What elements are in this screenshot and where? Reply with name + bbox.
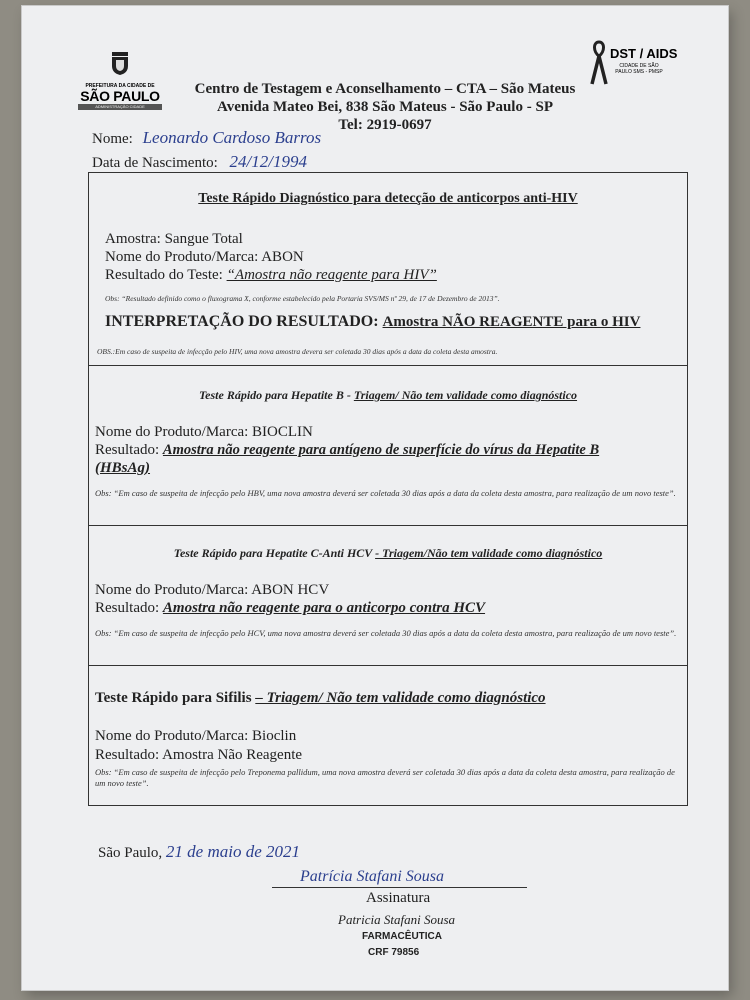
- hepb-obs: Obs: “Em caso de suspeita de infecção pelo HBV, uma nova amostra deverá ser coletada 30 dias após a data da coleta desta amostra, para realização de um novo teste”.: [95, 488, 676, 498]
- hepb-result: [95, 442, 599, 459]
- sifilis-title-b: – Triagem/ Não tem validade como diagnóstico: [255, 690, 546, 706]
- hiv-section: [89, 173, 687, 365]
- hiv-result-label: Resultado do Teste:: [105, 267, 227, 283]
- hepc-product: Nome do Produto/Marca: ABON HCV: [95, 582, 330, 598]
- dst-aids-title: DST / AIDS: [610, 46, 678, 61]
- center-header: [190, 80, 580, 134]
- hepb-title-a: Teste Rápido para Hepatite B -: [198, 388, 354, 402]
- sifilis-obs: Obs: “Em caso de suspeita de infecção pelo Treponema pallidum, uma nova amostra deverá ser coletada 30 dias após a data da coleta desta amostra, para realização de um novo teste”.: [95, 767, 675, 788]
- hepb-result-value-2: (HBsAg): [95, 460, 151, 476]
- header-line-1: Centro de Testagem e Aconselhamento – CTA – São Mateus: [194, 81, 576, 97]
- logo-bar: ADMINISTRAÇÃO CIDADE: [78, 104, 162, 110]
- stamp-crf: CRF 79856: [368, 947, 420, 958]
- results-table: [88, 172, 688, 806]
- interp-label: INTERPRETAÇÃO DO RESULTADO:: [105, 313, 383, 330]
- hepc-result-label: Resultado:: [95, 600, 163, 616]
- logo-city: SÃO PAULO: [80, 88, 160, 104]
- awareness-ribbon-icon: [590, 40, 608, 86]
- hiv-interpretation: [105, 313, 640, 331]
- sifilis-title: [95, 690, 546, 707]
- stamp-name: Patricia Stafani Sousa: [338, 912, 455, 927]
- sifilis-product: Nome do Produto/Marca: Bioclin: [95, 728, 297, 744]
- hiv-result: [105, 267, 437, 284]
- hepc-result-value: Amostra não reagente para o anticorpo contra HCV: [162, 600, 486, 616]
- hepc-title: [89, 546, 687, 561]
- place-date: [98, 842, 300, 862]
- signature-line: [272, 887, 527, 888]
- dob-label: Data de Nascimento:: [92, 155, 218, 171]
- place-label: São Paulo,: [98, 845, 166, 861]
- hiv-obs-2: OBS.:Em caso de suspeita de infecção pelo HIV, uma nova amostra devera ser coletada 30 dias após a data da coleta desta amostra.: [97, 347, 498, 356]
- hepc-title-b: - Triagem/Não tem validade como diagnóstico: [375, 546, 603, 560]
- sifilis-result: Resultado: Amostra Não Reagente: [95, 747, 303, 763]
- dob-field: [92, 152, 307, 172]
- date-handwritten: 21 de maio de 2021: [165, 842, 301, 861]
- hepc-obs: Obs: “Em caso de suspeita de infecção pelo HCV, uma nova amostra deverá ser coletada 30 dias após a data da coleta desta amostra, para realização de um novo teste”.: [95, 628, 677, 638]
- stamp-role: FARMACÊUTICA: [362, 931, 442, 942]
- dob-value: 24/12/1994: [229, 152, 307, 171]
- hepc-section: [89, 525, 687, 666]
- hepb-result-label: Resultado:: [95, 442, 163, 458]
- hepb-title: [89, 388, 687, 403]
- name-label: Nome:: [92, 131, 133, 147]
- hepb-title-b: Triagem/ Não tem validade como diagnóstico: [353, 388, 578, 402]
- name-value: Leonardo Cardoso Barros: [142, 128, 322, 147]
- hiv-obs-1: Obs: “Resultado definido como o fluxograma X, conforme estabelecido pela Portaria SVS/MS nº 29, de 17 de Dezembro de 2013”.: [105, 294, 500, 303]
- logo-top-text: PREFEITURA DA CIDADE DE: [85, 83, 155, 89]
- hepc-result: [95, 600, 485, 617]
- sifilis-section: [89, 665, 687, 806]
- header-line-2: Avenida Mateo Bei, 838 São Mateus - São Paulo - SP: [217, 99, 553, 115]
- prefeitura-logo: [78, 50, 162, 110]
- hiv-sample: Amostra: Sangue Total: [105, 231, 243, 247]
- hepb-result-value-1: Amostra não reagente para antígeno de superfície do vírus da Hepatite B: [162, 442, 600, 458]
- signature-handwritten: Patrícia Stafani Sousa: [300, 868, 444, 885]
- hiv-title: Teste Rápido Diagnóstico para detecção de anticorpos anti-HIV: [198, 191, 578, 206]
- hepc-title-a: Teste Rápido para Hepatite C-Anti HCV: [173, 546, 376, 560]
- dst-aids-sub: CIDADE DE SÃO PAULO SMS - PMSP: [615, 63, 663, 75]
- sifilis-title-a: Teste Rápido para Sifilis: [95, 690, 256, 706]
- interp-value: Amostra NÃO REAGENTE para o HIV: [382, 314, 641, 330]
- city-crest-icon: [109, 50, 131, 76]
- hepb-product: Nome do Produto/Marca: BIOCLIN: [95, 424, 313, 440]
- name-field: [92, 128, 321, 148]
- hepb-section: [89, 365, 687, 526]
- header-line-3: Tel: 2919-0697: [338, 117, 432, 133]
- signature-label: Assinatura: [366, 890, 431, 906]
- hiv-result-value: “Amostra não reagente para HIV”: [226, 267, 437, 283]
- hiv-product: Nome do Produto/Marca: ABON: [105, 249, 304, 265]
